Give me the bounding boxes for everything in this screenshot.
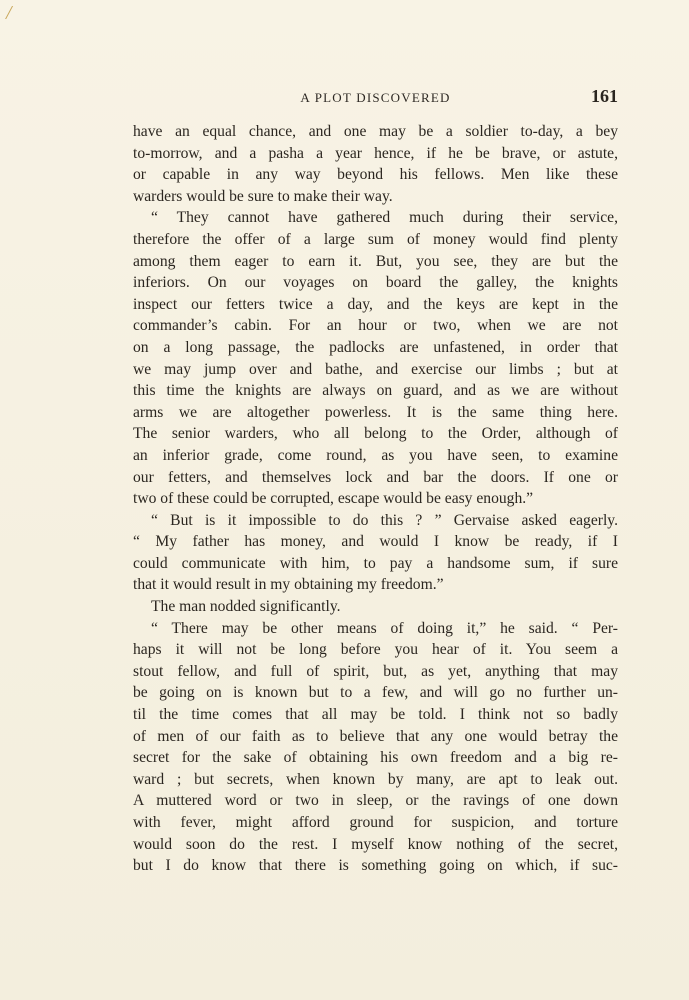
text-line: that it would result in my obtaining my freedom.”	[133, 576, 444, 594]
running-title: A PLOT DISCOVERED	[300, 90, 451, 105]
text-line: with fever, might afford ground for suspicion, and torture	[133, 814, 618, 831]
text-line: of men of our faith as to believe that any one would betray the	[133, 727, 618, 745]
text-line: inspect our fetters twice a day, and the keys are kept in the	[133, 295, 618, 313]
text-line: to-morrow, and a pasha a year hence, if he be brave, or astute,	[133, 144, 618, 162]
text-line: could communicate with him, to pay a handsome sum, if sure	[133, 554, 618, 572]
text-line: haps it will not be long before you hear of it. You seem a	[133, 641, 618, 659]
text-line: we may jump over and bathe, and exercise our limbs ; but at	[133, 360, 618, 378]
corner-pencil-mark: /	[6, 2, 12, 24]
text-line: commander’s cabin. For an hour or two, when we are not	[133, 317, 618, 335]
text-line: warders would be sure to make their way.	[133, 187, 393, 205]
text-line: A muttered word or two in sleep, or the ravings of one down	[133, 792, 618, 810]
text-line: til the time comes that all may be told. I think not so badly	[133, 706, 618, 724]
text-line: “ There may be other means of doing it,” he said. “ Per-	[151, 619, 618, 637]
page-number: 161	[591, 86, 618, 106]
text-line: two of these could be corrupted, escape would be easy enough.”	[133, 490, 534, 508]
text-line: “ They cannot have gathered much during their service,	[151, 209, 618, 227]
text-line: an inferior grade, come round, as you have seen, to examine	[133, 446, 618, 464]
text-line: this time the knights are always on guard, and as we are without	[133, 382, 618, 400]
running-head	[133, 86, 618, 112]
text-line: secret for the sake of obtaining his own freedom and a big re-	[133, 749, 618, 767]
text-line: our fetters, and themselves lock and bar the doors. If one or	[133, 468, 618, 486]
text-line: have an equal chance, and one may be a soldier to-day, a bey	[133, 123, 618, 140]
text-line: among them eager to earn it. But, you see, they are but the	[133, 252, 618, 270]
text-line: “ My father has money, and would I know be ready, if I	[133, 533, 618, 551]
text-line: but I do know that there is something going on which, if suc-	[133, 857, 618, 875]
text-line: stout fellow, and full of spirit, but, as yet, anything that may	[133, 662, 618, 680]
text-line: “ But is it impossible to do this ? ” Gervaise asked eagerly.	[151, 511, 618, 529]
text-line: or capable in any way beyond his fellows. Men like these	[133, 166, 618, 184]
text-line: would soon do the rest. I myself know nothing of the secret,	[133, 835, 618, 853]
text-line: arms we are altogether powerless. It is the same thing here.	[133, 403, 618, 421]
text-line: The senior warders, who all belong to the Order, although of	[133, 425, 618, 443]
text-line: ward ; but secrets, when known by many, are apt to leak out.	[133, 770, 618, 788]
text-line: be going on is known but to a few, and will go no further un-	[133, 684, 618, 702]
text-line: on a long passage, the padlocks are unfastened, in order that	[133, 338, 618, 356]
text-line: The man nodded significantly.	[151, 598, 341, 616]
body-text	[133, 121, 618, 877]
text-line: inferiors. On our voyages on board the galley, the knights	[133, 274, 618, 292]
text-line: therefore the offer of a large sum of money would find plenty	[133, 230, 618, 248]
